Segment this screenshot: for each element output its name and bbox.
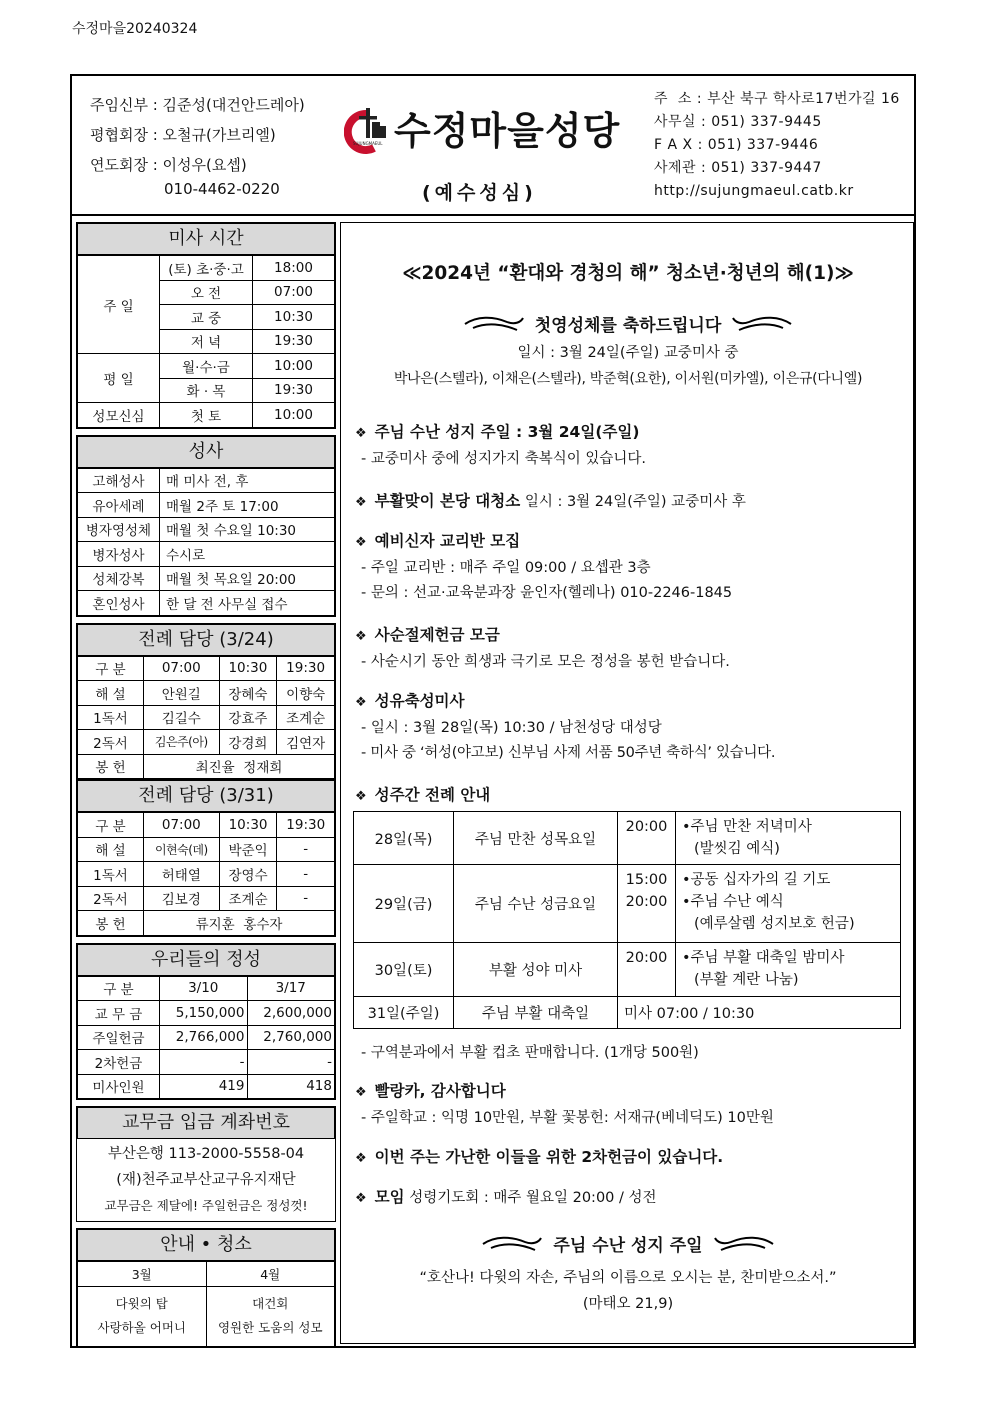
table-row <box>78 591 335 616</box>
table-row <box>78 1025 335 1050</box>
assignee: 조계순 <box>277 705 335 730</box>
notice-title: 주님 수난 성지 주일 : 3월 24일(주일) <box>374 423 640 441</box>
table-row <box>78 1050 335 1075</box>
offertory-assignees: 류지훈 홍수자 <box>144 911 335 936</box>
notice-detail: - 주일 교리반 : 매주 주일 09:00 / 요셉관 3층 <box>361 560 651 576</box>
table-row <box>78 566 335 591</box>
notice-lent-offering <box>355 623 500 645</box>
sacrament-name: 고해성사 <box>78 468 160 493</box>
left-ornament-icon <box>481 1234 543 1254</box>
diamond-bullet-icon: ❖ <box>355 1085 367 1100</box>
table-row <box>78 976 335 1001</box>
contact-info <box>654 88 900 203</box>
notice-march <box>78 1286 207 1346</box>
bulletin-frame <box>70 74 916 1348</box>
sacraments-title: 성사 <box>77 436 335 468</box>
account-holder: (재)천주교부산교구유지재단 <box>116 1172 296 1188</box>
table-row <box>78 754 335 779</box>
mass-label: 저 녁 <box>160 329 253 354</box>
column-header: 구 분 <box>78 656 144 681</box>
role-label: 2독서 <box>78 886 144 911</box>
liturgy-0324-title: 전례 담당 (3/24) <box>77 624 335 656</box>
sacrament-name: 병자영성체 <box>78 517 160 542</box>
sacrament-name: 병자성사 <box>78 542 160 567</box>
liturgy-0331-box <box>76 780 336 937</box>
left-ornament-icon <box>463 314 525 334</box>
desc-line: (예루살렘 성지보호 헌금) <box>694 916 855 932</box>
scripture-quote: “호산나! 다윗의 자손, 주님의 이름으로 오시는 분, 찬미받으소서.” <box>419 1270 837 1286</box>
mass-schedule-table <box>77 255 335 428</box>
notice-title: 성유축성미사 <box>374 692 465 710</box>
assignee: 김보경 <box>144 886 220 911</box>
mass-label: 월·수·금 <box>160 354 253 379</box>
notice-holy-week <box>355 783 490 805</box>
week-day: 30일(토) <box>354 943 454 997</box>
table-row <box>354 997 901 1029</box>
notice-second-collection <box>355 1145 723 1167</box>
sacrament-name: 혼인성사 <box>78 591 160 616</box>
mass-time: 19:30 <box>253 329 335 354</box>
diamond-bullet-icon: ❖ <box>355 629 367 644</box>
bank-account: 부산은행 113-2000-5558-04 <box>107 1146 305 1162</box>
sacrament-when: 매월 첫 수요일 10:30 <box>160 517 335 542</box>
offering-value: 5,150,000 <box>160 1001 248 1026</box>
communion-title: 첫영성체를 축하드립니다 <box>534 316 722 336</box>
account-info <box>77 1139 335 1221</box>
role-label: 2독서 <box>78 730 144 755</box>
notice-thanks <box>355 1079 506 1101</box>
sacrament-when: 매월 2주 토 17:00 <box>160 493 335 518</box>
table-row <box>78 1074 335 1099</box>
assignee: 안원길 <box>144 681 220 706</box>
role-label: 해 설 <box>78 837 144 862</box>
column-header: 07:00 <box>144 813 220 838</box>
headline: ≪2024년 “환대와 경청의 해” 청소년·청년의 해(1)≫ <box>402 263 854 284</box>
mass-label: 화 · 목 <box>160 378 253 403</box>
week-time: 20:00 <box>618 943 676 997</box>
assignee: 장영수 <box>219 862 277 887</box>
notice-title: 사순절제헌금 모금 <box>374 626 500 644</box>
notice-detail: - 일시 : 3월 28일(목) 10:30 / 남천성당 대성당 <box>361 720 662 736</box>
column-header: 4월 <box>206 1262 335 1287</box>
assignee: - <box>277 862 335 887</box>
week-time: 15:00 20:00 <box>618 865 676 943</box>
youth-phone: 010-4462-0220 <box>164 180 280 198</box>
scripture-reference: (마태오 21,9) <box>582 1296 674 1312</box>
notice-detail: - 구역분과에서 부활 컵초 판매합니다. (1개당 500원) <box>361 1045 699 1061</box>
desc-line: (부활 계란 나눔) <box>694 972 799 988</box>
sacrament-when: 매월 첫 목요일 20:00 <box>160 566 335 591</box>
notice-title: 이번 주는 가난한 이들을 위한 2차헌금이 있습니다. <box>374 1148 724 1166</box>
role-label: 1독서 <box>78 862 144 887</box>
desc-line: •주님 수난 예식 <box>682 894 784 910</box>
offering-value: 2,760,000 <box>247 1025 335 1050</box>
week-day: 31일(주일) <box>354 997 454 1029</box>
right-ornament-icon <box>731 314 793 334</box>
mass-schedule-title: 미사 시간 <box>77 223 335 255</box>
offering-table <box>77 976 335 1100</box>
table-row <box>78 256 335 281</box>
notice-title: 성주간 전례 안내 <box>374 786 491 804</box>
bulletin-header <box>72 76 914 216</box>
mass-label: 오 전 <box>160 280 253 305</box>
table-row <box>354 812 901 865</box>
mass-label: 교 중 <box>160 305 253 330</box>
mass-label: (토) 초·중·고 <box>160 256 253 281</box>
table-row <box>78 656 335 681</box>
communion-names: 박나은(스텔라), 이채은(스텔라), 박준혁(요한), 이서원(미카엘), 이은규(다니엘) <box>393 371 863 387</box>
table-row <box>78 813 335 838</box>
sacrament-when: 한 달 전 사무실 접수 <box>160 591 335 616</box>
week-desc <box>676 943 901 997</box>
offertory-assignees: 최진율 정재희 <box>144 754 335 779</box>
column-header: 10:30 <box>219 656 277 681</box>
assignee: 이향숙 <box>277 681 335 706</box>
week-time: 20:00 <box>618 812 676 865</box>
table-row <box>78 862 335 887</box>
table-row <box>78 886 335 911</box>
notice-catechumen <box>355 529 520 551</box>
liturgy-0331-title: 전례 담당 (3/31) <box>77 780 335 812</box>
column-header: 3월 <box>78 1262 207 1287</box>
liturgy-0324-box <box>76 623 336 781</box>
mass-time: 10:30 <box>253 305 335 330</box>
mass-time: 10:00 <box>253 403 335 428</box>
offering-box <box>76 943 336 1101</box>
svg-text:SUJUNGMAEUL: SUJUNGMAEUL <box>353 141 383 146</box>
table-row <box>78 468 335 493</box>
notice-title: 빨랑카, 감사합니다 <box>374 1082 506 1100</box>
notice-line: 다윗의 탑 <box>115 1296 168 1311</box>
table-row <box>78 354 335 379</box>
address-line: 주 소 : 부산 북구 학사로17번가길 16 <box>654 91 900 107</box>
offering-value: 2,600,000 <box>247 1001 335 1026</box>
sacrament-when: 수시로 <box>160 542 335 567</box>
notice-detail: - 주일학교 : 익명 10만원, 부활 꽃봉헌: 서재규(베네딕도) 10만원 <box>361 1110 774 1126</box>
table-row <box>354 865 901 943</box>
parish-subtitle: (예수성심) <box>422 182 537 204</box>
table-row <box>78 542 335 567</box>
notice-title: 예비신자 교리반 모집 <box>374 532 521 550</box>
table-row <box>78 837 335 862</box>
offering-label: 미사인원 <box>78 1074 160 1099</box>
mass-time: 07:00 <box>253 280 335 305</box>
column-header: 07:00 <box>144 656 220 681</box>
parish-title: 수정마을성당 <box>394 109 621 153</box>
notice-detail: - 미사 중 ‘허성(야고보) 신부님 사제 서품 50주년 축하식’ 있습니다. <box>361 745 776 761</box>
notice-april <box>206 1286 335 1346</box>
office-phone: 사무실 : 051) 337-9445 <box>654 114 822 130</box>
mass-schedule-box <box>76 222 336 429</box>
diamond-bullet-icon: ❖ <box>355 789 367 804</box>
assignee: 이현숙(데) <box>144 837 220 862</box>
column-header: 구 분 <box>78 976 160 1001</box>
sacraments-box <box>76 435 336 617</box>
assignee: 박준익 <box>219 837 277 862</box>
rectory-phone: 사제관 : 051) 337-9447 <box>654 160 822 176</box>
offering-value: - <box>247 1050 335 1075</box>
weekday-label: 평 일 <box>78 354 160 403</box>
sunday-label: 주 일 <box>78 256 160 354</box>
notice-detail: - 교중미사 중에 성지가지 축복식이 있습니다. <box>361 451 647 467</box>
assignee: 김은주(아) <box>144 730 220 755</box>
council-line: 평협회장 : 오철규(가브리엘) <box>90 126 276 144</box>
pastor-line: 주임신부 : 김준성(대건안드레아) <box>90 96 305 114</box>
week-desc <box>676 865 901 943</box>
desc-line: •주님 부활 대축일 밤미사 <box>682 950 845 966</box>
table-row <box>78 911 335 936</box>
table-row <box>78 1001 335 1026</box>
offering-value: 419 <box>160 1074 248 1099</box>
table-row <box>78 493 335 518</box>
desc-line: •공동 십자가의 길 기도 <box>682 872 831 888</box>
notice-palm-sunday <box>355 420 639 442</box>
notice-title: 안내 • 청소 <box>77 1229 335 1261</box>
week-day: 29일(금) <box>354 865 454 943</box>
week-time: 미사 07:00 / 10:30 <box>618 997 901 1029</box>
table-row <box>78 705 335 730</box>
parish-logo-block <box>344 96 644 206</box>
diamond-bullet-icon: ❖ <box>355 1191 367 1206</box>
column-header: 3/10 <box>160 976 248 1001</box>
offering-label: 2차헌금 <box>78 1050 160 1075</box>
offering-title: 우리들의 정성 <box>77 944 335 976</box>
notice-line: 사랑하올 어머니 <box>97 1320 186 1335</box>
left-column <box>76 222 336 1348</box>
notice-detail: - 사순시기 동안 희생과 극기로 모은 정성을 봉헌 받습니다. <box>361 654 730 670</box>
table-row <box>78 681 335 706</box>
column-header: 19:30 <box>277 656 335 681</box>
week-desc <box>676 812 901 865</box>
week-name: 부활 성야 미사 <box>454 943 618 997</box>
assignee: 김연자 <box>277 730 335 755</box>
role-label: 해 설 <box>78 681 144 706</box>
assignee: 강경희 <box>219 730 277 755</box>
table-row <box>78 1286 335 1346</box>
week-name: 주님 부활 대축일 <box>454 997 618 1029</box>
notice-box <box>76 1228 336 1348</box>
parish-logo-icon <box>344 104 390 154</box>
table-row <box>78 1262 335 1287</box>
table-row <box>78 730 335 755</box>
column-header: 10:30 <box>219 813 277 838</box>
assignee: - <box>277 837 335 862</box>
liturgy-0324-table <box>77 656 335 780</box>
holy-week-table <box>353 811 901 1029</box>
account-box <box>76 1106 336 1222</box>
notice-table <box>77 1261 335 1347</box>
assignee: 장혜숙 <box>219 681 277 706</box>
role-label: 1독서 <box>78 705 144 730</box>
assignee: - <box>277 886 335 911</box>
table-row <box>78 517 335 542</box>
diamond-bullet-icon: ❖ <box>355 426 367 441</box>
shrine-label: 성모신심 <box>78 403 160 428</box>
communion-date: 일시 : 3월 24일(주일) 교중미사 중 <box>517 345 739 361</box>
youth-line: 연도회장 : 이성우(요셉) <box>90 156 247 174</box>
website-link[interactable]: http://sujungmaeul.catb.kr <box>654 183 854 199</box>
sacrament-name: 유아세례 <box>78 493 160 518</box>
desc-line: •주님 만찬 저녁미사 <box>682 819 812 835</box>
offering-label: 교 무 금 <box>78 1001 160 1026</box>
notice-title: 부활맞이 본당 대청소 <box>374 492 521 510</box>
staff-info <box>90 90 305 204</box>
document-id: 수정마을20240324 <box>72 21 198 37</box>
offering-label: 주일헌금 <box>78 1025 160 1050</box>
fax-line: F A X : 051) 337-9446 <box>654 137 819 153</box>
mass-time: 18:00 <box>253 256 335 281</box>
week-day: 28일(목) <box>354 812 454 865</box>
column-header: 3/17 <box>247 976 335 1001</box>
account-note: 교무금은 제달에! 주일헌금은 정성껏! <box>104 1198 308 1213</box>
notice-detail: - 문의 : 선교·교육분과장 윤인자(헬레나) 010-2246-1845 <box>361 585 733 601</box>
notice-detail: 성령기도회 : 매주 월요일 20:00 / 성전 <box>404 1190 657 1206</box>
notice-meetings <box>355 1185 657 1207</box>
diamond-bullet-icon: ❖ <box>355 495 367 510</box>
offering-value: - <box>160 1050 248 1075</box>
offering-value: 2,766,000 <box>160 1025 248 1050</box>
diamond-bullet-icon: ❖ <box>355 1151 367 1166</box>
right-ornament-icon <box>713 1234 775 1254</box>
notice-line: 대건회 <box>252 1296 289 1311</box>
mass-time: 10:00 <box>253 354 335 379</box>
week-name: 주님 만찬 성목요일 <box>454 812 618 865</box>
role-label: 봉 헌 <box>78 911 144 936</box>
table-row <box>354 943 901 997</box>
offering-value: 418 <box>247 1074 335 1099</box>
notice-cleaning <box>355 489 746 511</box>
notice-chrism-mass <box>355 689 465 711</box>
account-title: 교무금 입금 계좌번호 <box>77 1107 335 1139</box>
liturgy-0331-table <box>77 812 335 936</box>
column-header: 19:30 <box>277 813 335 838</box>
assignee: 김길수 <box>144 705 220 730</box>
mass-time: 19:30 <box>253 378 335 403</box>
desc-line: (발씻김 예식) <box>694 841 780 857</box>
assignee: 강효주 <box>219 705 277 730</box>
role-label: 봉 헌 <box>78 754 144 779</box>
column-header: 구 분 <box>78 813 144 838</box>
communion-heading <box>341 311 915 336</box>
notice-title: 모임 <box>374 1188 405 1206</box>
assignee: 조계순 <box>219 886 277 911</box>
closing-title: 주님 수난 성지 주일 <box>553 1236 703 1256</box>
week-name: 주님 수난 성금요일 <box>454 865 618 943</box>
sacraments-table <box>77 468 335 616</box>
main-content <box>340 222 914 1344</box>
closing-heading <box>341 1231 915 1256</box>
diamond-bullet-icon: ❖ <box>355 535 367 550</box>
notice-line: 영원한 도움의 성모 <box>217 1320 323 1335</box>
mass-label: 첫 토 <box>160 403 253 428</box>
diamond-bullet-icon: ❖ <box>355 695 367 710</box>
table-row <box>78 403 335 428</box>
notice-detail: 일시 : 3월 24일(주일) 교중미사 후 <box>520 494 746 510</box>
sacrament-when: 매 미사 전, 후 <box>160 468 335 493</box>
assignee: 허태열 <box>144 862 220 887</box>
sacrament-name: 성체강복 <box>78 566 160 591</box>
